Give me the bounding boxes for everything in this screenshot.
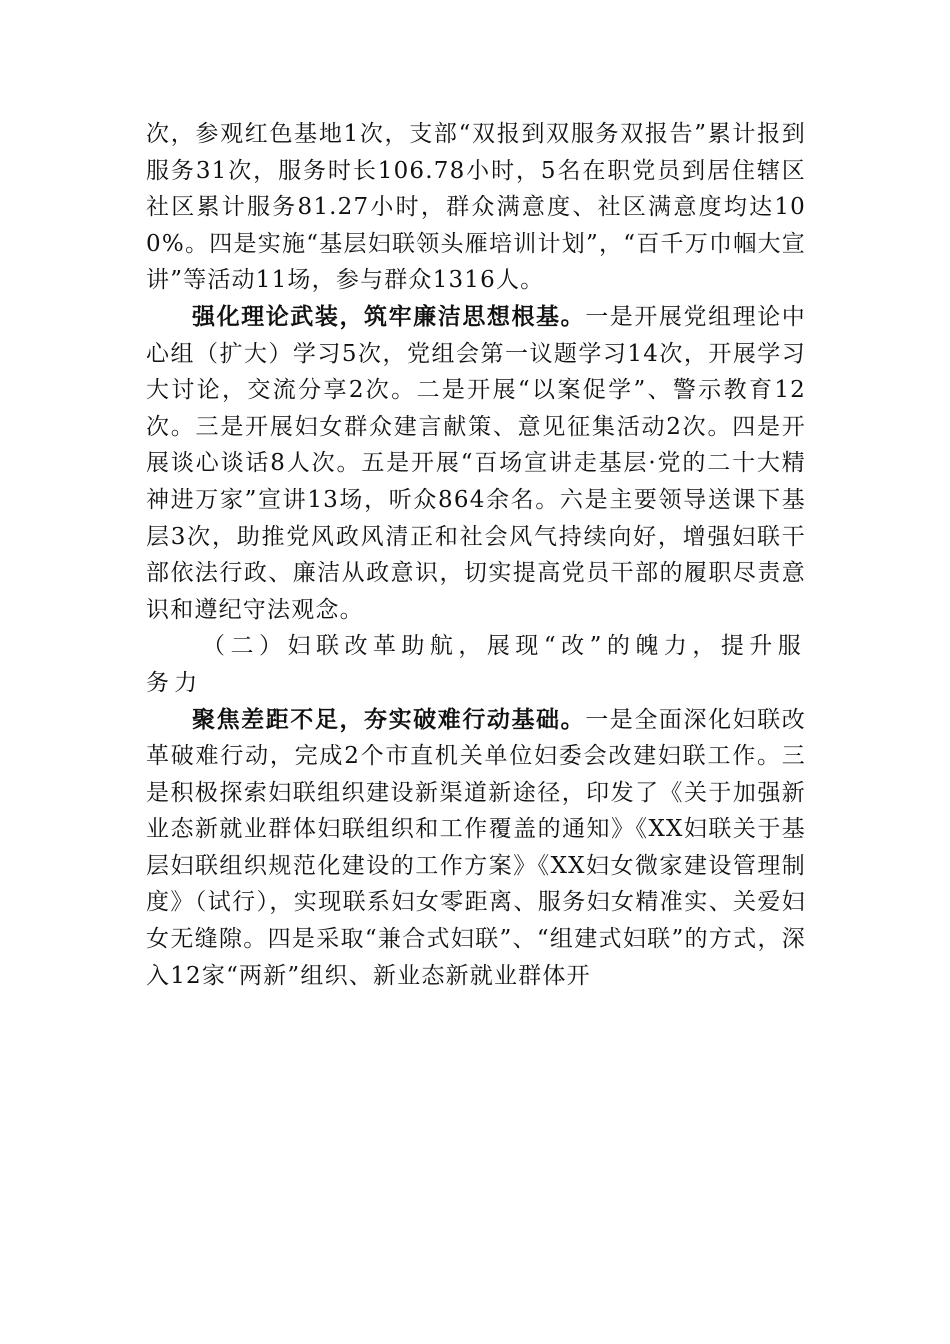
- section-heading: （二）妇联改革助航，展现“改”的魄力，提升服务力: [146, 633, 806, 696]
- paragraph-text: 次，参观红色基地1次，支部“双报到双服务双报告”累计报到服务31次，服务时长106.78小时，5名在职党员到居住辖区社区累计服务81.27小时，群众满意度、社区满意度均达100%。四是实施“基层妇联领头雁培训计划”，“百千万巾帼大宣讲”等活动11场，参与群众1316人。: [146, 121, 806, 294]
- paragraph-reform-action: [146, 702, 806, 995]
- paragraph-lead-heading: 强化理论武装，筑牢廉洁思想根基。: [192, 302, 586, 330]
- paragraph-text: 一是开展党组理论中心组（扩大）学习5次，党组会第一议题学习14次，开展学习大讨论，交流分享2次。二是开展“以案促学”、警示教育12次。三是开展妇女群众建言献策、意见征集活动2次。四是开展谈心谈话8人次。五是开展“百场宣讲走基层·党的二十大精神进万家”宣讲13场，听众864余名。六是主要领导送课下基层3次，助推党风政风清正和社会风气持续向好，增强妇联干部依法行政、廉洁从政意识，切实提高党员干部的履职尽责意识和遵纪守法观念。: [146, 303, 806, 623]
- paragraph-continuation: [146, 116, 806, 299]
- document-body: [146, 116, 806, 994]
- paragraph-text: 一是全面深化妇联改革破难行动，完成2个市直机关单位妇委会改建妇联工作。三是积极探索妇联组织建设新渠道新途径，印发了《关于加强新业态新就业群体妇联组织和工作覆盖的通知》《XX妇联关于基层妇联组织规范化建设的工作方案》《XX妇女微家建设管理制度》（试行），实现联系妇女零距离、服务妇女精准实、关爱妇女无缝隙。四是采取“兼合式妇联”、“组建式妇联”的方式，深入12家“两新”组织、新业态新就业群体开: [146, 706, 806, 989]
- paragraph-theory-study: [146, 299, 806, 628]
- paragraph-lead-heading: 聚焦差距不足，夯实破难行动基础。: [192, 705, 586, 733]
